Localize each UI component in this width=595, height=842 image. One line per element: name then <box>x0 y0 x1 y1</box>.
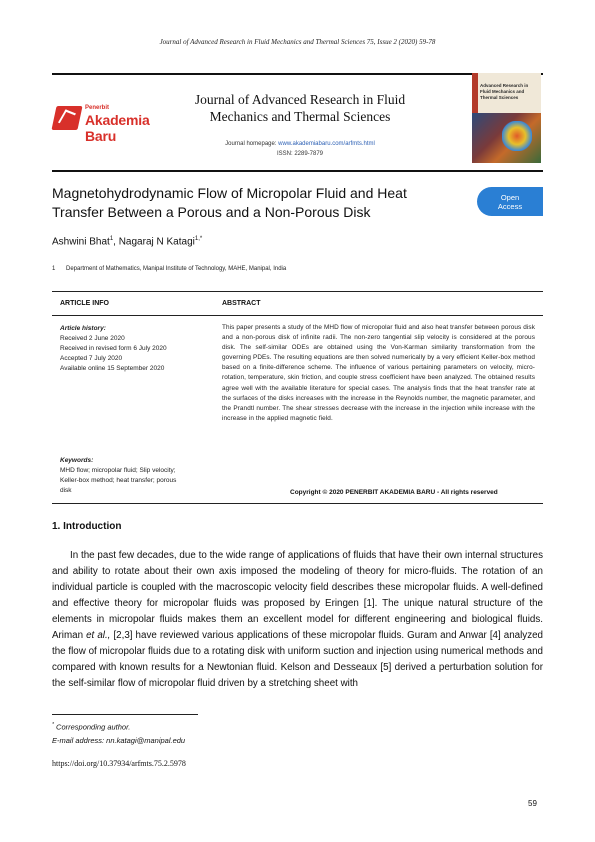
paper-title-line1: Magnetohydrodynamic Flow of Micropolar Fluid and Heat <box>52 185 407 201</box>
cover-title: Advanced Research in Fluid Mechanics and Thermal Sciences <box>480 83 529 100</box>
affiliation-text: Department of Mathematics, Manipal Institute of Technology, MAHE, Manipal, India <box>66 266 287 272</box>
footnote-rule <box>52 714 198 715</box>
date-received: Received 2 June 2020 <box>60 335 125 342</box>
running-head: Journal of Advanced Research in Fluid Mechanics and Thermal Sciences 75, Issue 2 (2020) 59-78 <box>159 38 436 46</box>
author-affil-mark: 1 <box>109 236 114 242</box>
doi-link[interactable]: https://doi.org/10.37934/arfmts.75.2.5978 <box>52 759 186 768</box>
info-bottom-rule <box>52 503 543 504</box>
keywords <box>60 456 220 496</box>
footnote-email: E-mail address: nn.katagi@manipal.edu <box>52 736 186 745</box>
journal-title-line2: Mechanics and Thermal Sciences <box>209 109 391 124</box>
author-affil-mark: 1,* <box>194 236 203 242</box>
info-top-rule <box>52 291 543 292</box>
author-name: , Nagaraj N Katagi <box>113 236 195 248</box>
journal-homepage-label: Journal homepage: <box>225 141 279 147</box>
date-revised: Received in revised form 6 July 2020 <box>60 345 167 352</box>
open-access-badge[interactable] <box>477 187 543 216</box>
publisher-logo <box>54 104 174 144</box>
journal-title <box>170 91 430 125</box>
keywords-line: MHD flow; micropolar fluid; Slip velocity; <box>60 467 176 474</box>
info-heading-rule <box>52 315 543 316</box>
copyright-notice: Copyright © 2020 PENERBIT AKADEMIA BARU - All rights reserved <box>290 489 498 496</box>
journal-homepage-link[interactable]: www.akademiabaru.com/arfmts.html <box>278 141 375 147</box>
abstract-text: This paper presents a study of the MHD flow of micropolar fluid and also heat transfer between porous disk and a non-porous disk of infinite radii. The non-zero tangential slip velocity is considered at the porous disk. The self-similar ODEs are obtained using the Von-Karman similarity transformation from the governing PDEs. The resulting equations are then solved numerically by a very efficient Keller-box method based on a finite-difference scheme. The influence of various pertaining parameters on velocity, micro-rotation, temperature, skin friction, and couple stress coefficient have been analyzed. The obtained results agree well with the available literature for special cases. The analysis finds that the heat transfer rate at the surfaces of the disks increases with the increase in the Reynolds number, the magnetic parameter, and the Prandtl number. The shear stresses decrease with the increase in the injection while increase with the increase in the applied magnetic field. <box>222 324 535 422</box>
date-accepted: Accepted 7 July 2020 <box>60 355 123 362</box>
footnote-corresponding: * Corresponding author. <box>52 722 131 732</box>
logo-big-text: Akademia Baru <box>85 112 150 144</box>
section-heading: 1. Introduction <box>52 521 122 532</box>
affiliation <box>52 266 286 272</box>
article-info-heading: ARTICLE INFO <box>60 300 109 307</box>
affiliation-number: 1 <box>52 266 56 272</box>
journal-homepage <box>170 141 430 147</box>
journal-cover-image <box>472 73 541 163</box>
header-bottom-rule <box>52 170 543 172</box>
author-list <box>52 236 202 247</box>
header-top-rule <box>52 73 543 75</box>
date-online: Available online 15 September 2020 <box>60 365 165 372</box>
keywords-line: disk <box>60 487 72 494</box>
paper-title <box>52 184 432 222</box>
publisher-logo-icon <box>51 106 82 130</box>
intro-body <box>52 548 543 692</box>
article-history-heading: Article history: <box>60 325 106 332</box>
journal-issn: ISSN: 2289-7879 <box>276 151 324 157</box>
logo-small-text: Penerbit <box>85 105 110 111</box>
open-access-line1: Open <box>500 193 520 202</box>
intro-paragraph: In the past few decades, due to the wide range of applications of fluids that have their own internal structures and ability to rotate about their own axis imposed the modeling of theory for micro-fluids. The rotation of an individual particle is coupled with the macroscopic velocity field describes these micropolar fluids. A well-defined and effective theory for micropolar fluids was proposed by Eringen [1]. The unique natural structure of the elements in micropolar fluids makes them an excellent model for different engineering and biological fluids. Ariman et al., [2,3] have reviewed various applications of these micropolar fluids. Guram and Anwar [4] analyzed the flow of micropolar fluids due to a rotating disk with uniform suction and injection using numerical methods and compared with known results for a Newtonian fluid. Kelson and Desseaux [5] derived a perturbation solution for the self-similar flow of micropolar fluid driven by a stretching sheet with <box>52 550 543 689</box>
keywords-line: Keller-box method; heat transfer; porous <box>60 477 177 484</box>
keywords-heading: Keywords: <box>60 457 94 464</box>
author-name: Ashwini Bhat <box>52 236 110 248</box>
page-number: 59 <box>528 799 537 808</box>
open-access-line2: Access <box>497 202 523 211</box>
abstract-heading: ABSTRACT <box>222 300 261 307</box>
article-history <box>60 324 167 374</box>
paper-title-line2: Transfer Between a Porous and a Non-Porous Disk <box>52 204 371 220</box>
journal-title-line1: Journal of Advanced Research in Fluid <box>194 92 406 107</box>
